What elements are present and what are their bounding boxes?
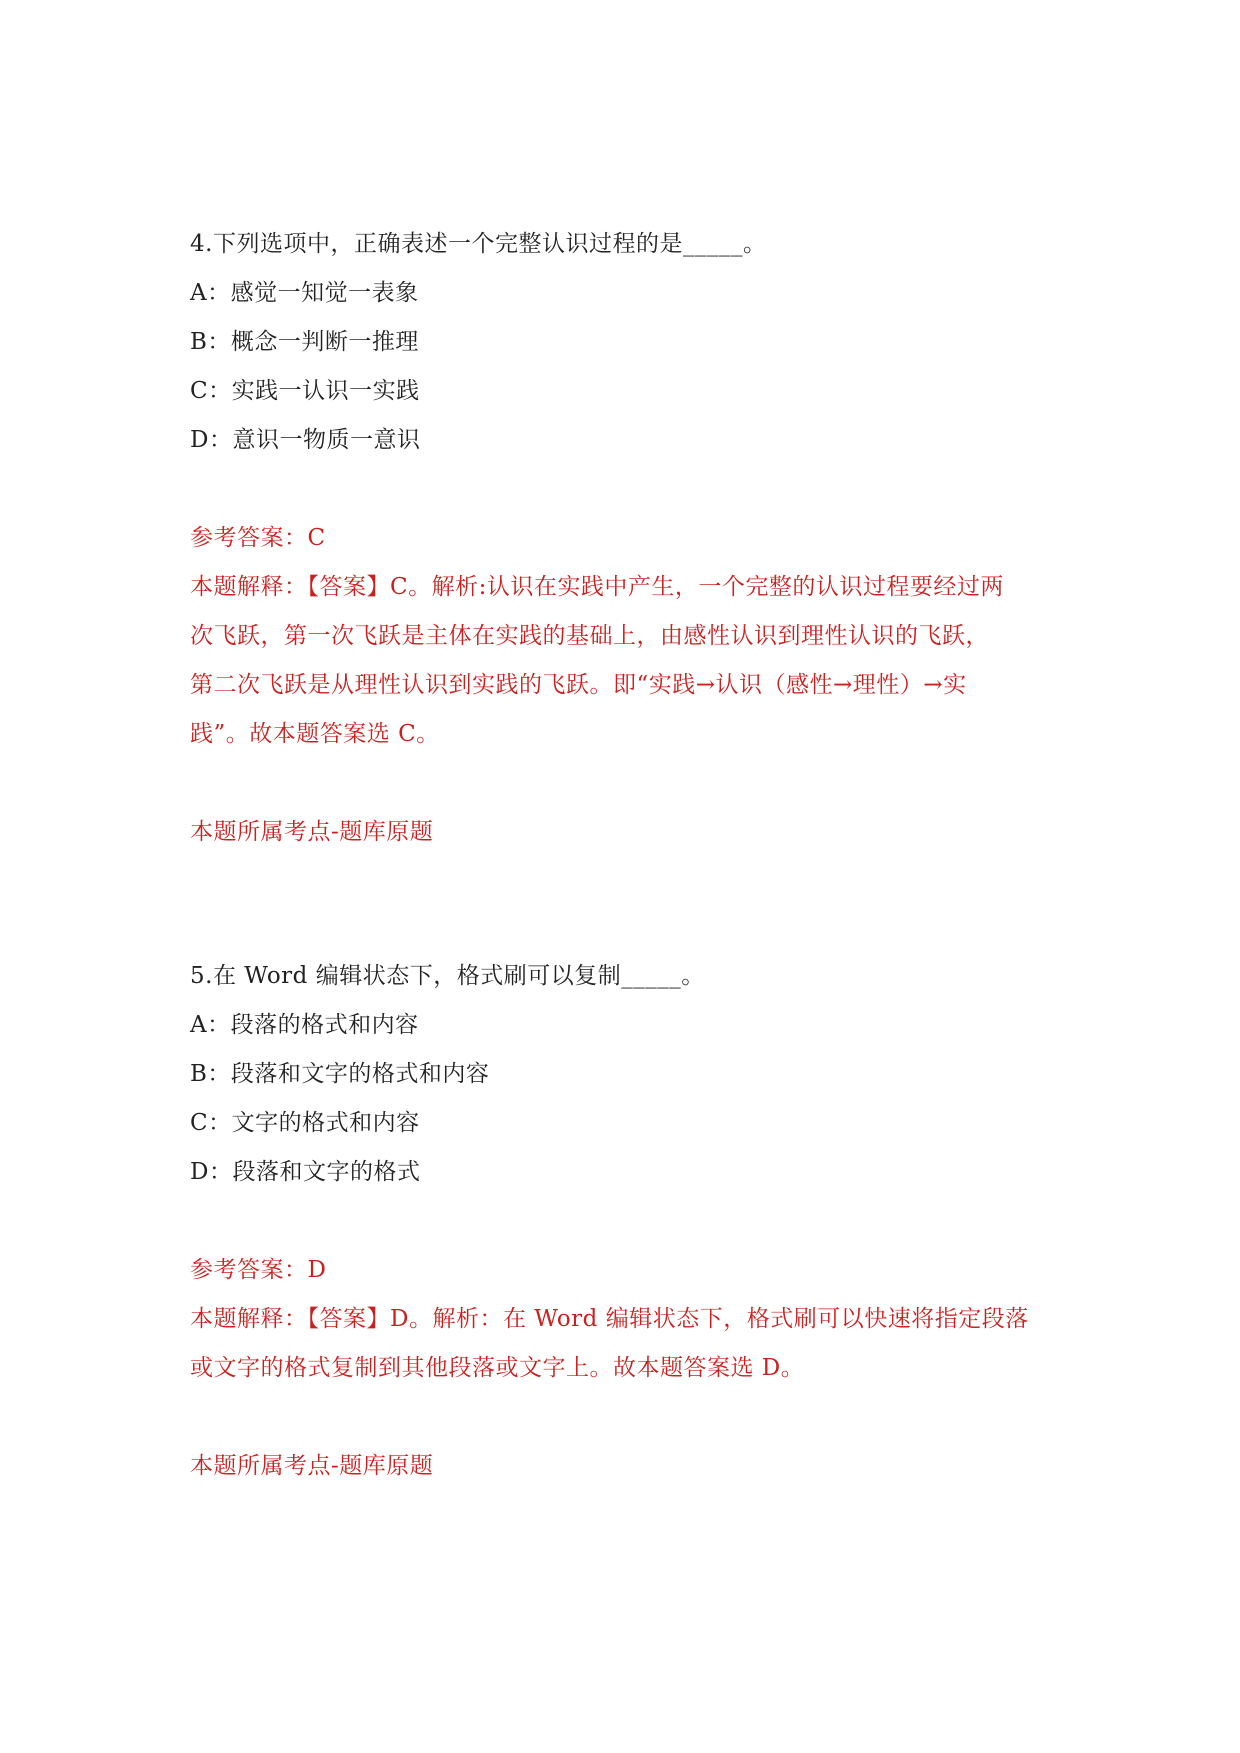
explanation	[190, 563, 1060, 759]
explanation-line: 本题解释：【答案】C。解析:认识在实践中产生，一个完整的认识过程要经过两	[190, 574, 1004, 600]
topic-label: 本题所属考点-题库原题	[190, 1453, 434, 1479]
explanation-line: 第二次飞跃是从理性认识到实践的飞跃。即“实践→认识（感性→理性）→实	[190, 672, 967, 698]
topic-label: 本题所属考点-题库原题	[190, 819, 434, 845]
explanation-line: 次飞跃，第一次飞跃是主体在实践的基础上，由感性认识到理性认识的飞跃，	[190, 623, 989, 649]
reference-answer: 参考答案：D	[190, 1257, 327, 1283]
spacer	[190, 465, 1070, 514]
option-c: C：文字的格式和内容	[190, 1110, 420, 1136]
question-4	[190, 220, 1070, 857]
spacer	[190, 1393, 1070, 1442]
question-stem: 5.在 Word 编辑状态下，格式刷可以复制_____。	[190, 963, 705, 989]
spacer	[190, 759, 1070, 808]
question-stem: 4.下列选项中，正确表述一个完整认识过程的是_____。	[190, 231, 767, 257]
spacer	[190, 1197, 1070, 1246]
option-b: B：概念一判断一推理	[190, 329, 419, 355]
reference-answer: 参考答案：C	[190, 525, 326, 551]
explanation-line: 践”。故本题答案选 C。	[190, 721, 440, 747]
option-d: D：段落和文字的格式	[190, 1159, 421, 1185]
option-a: A：段落的格式和内容	[190, 1012, 419, 1038]
option-d: D：意识一物质一意识	[190, 427, 421, 453]
option-b: B：段落和文字的格式和内容	[190, 1061, 490, 1087]
option-a: A：感觉一知觉一表象	[190, 280, 419, 306]
explanation	[190, 1295, 1060, 1393]
explanation-line: 本题解释：【答案】D。解析：在 Word 编辑状态下，格式刷可以快速将指定段落	[190, 1306, 1029, 1332]
option-c: C：实践一认识一实践	[190, 378, 420, 404]
explanation-line: 或文字的格式复制到其他段落或文字上。故本题答案选 D。	[190, 1355, 805, 1381]
question-5	[190, 952, 1070, 1491]
